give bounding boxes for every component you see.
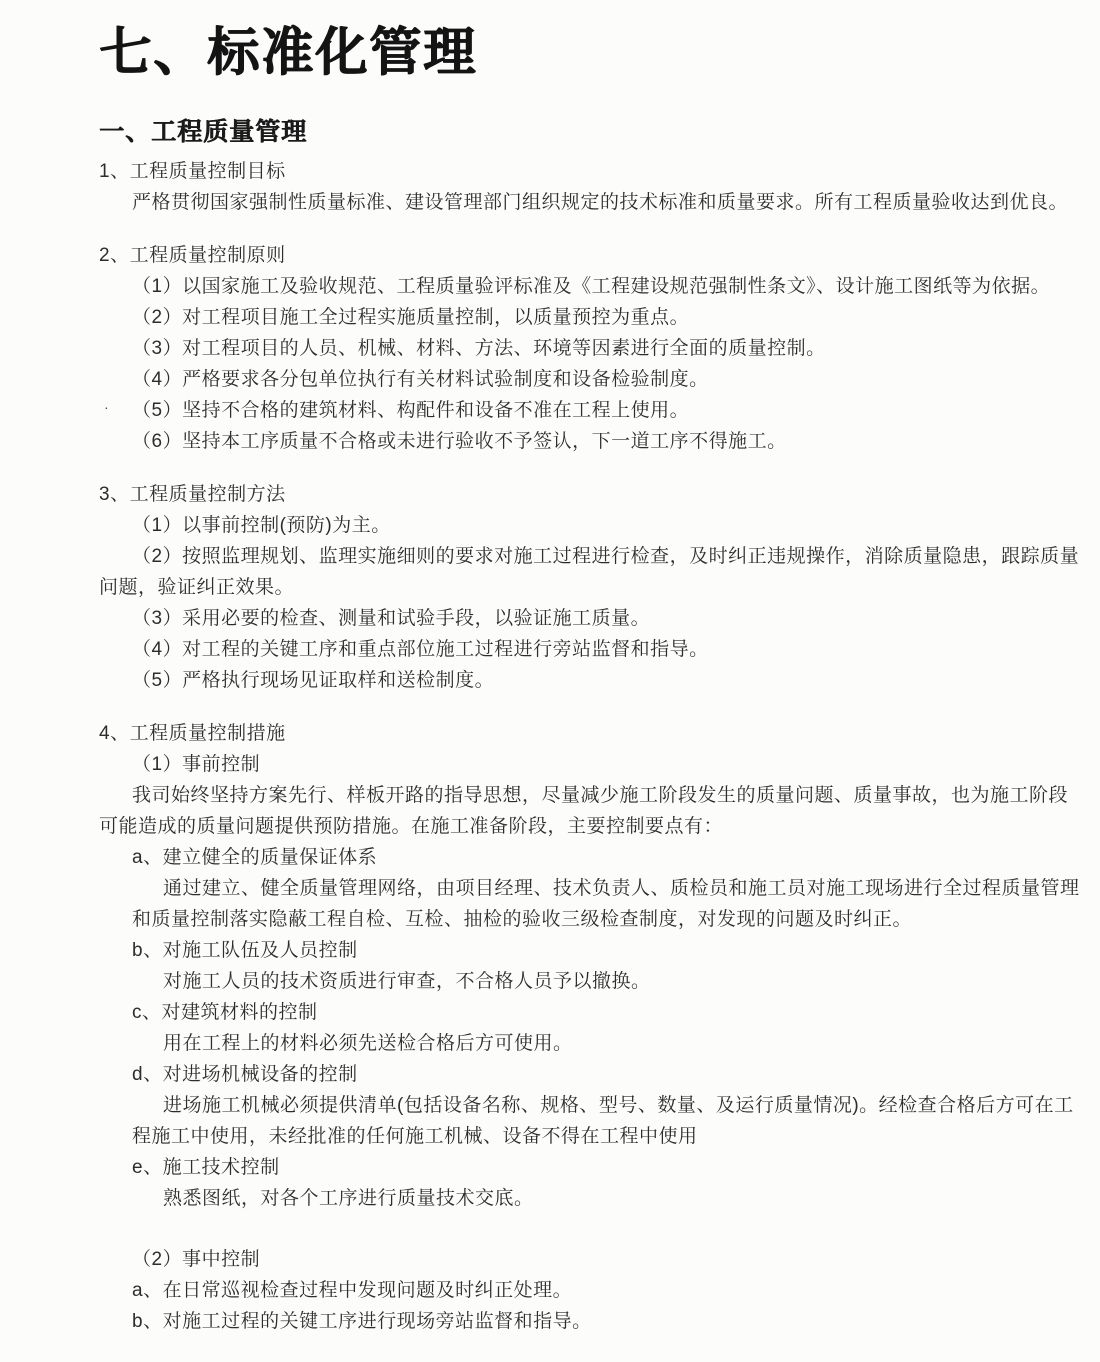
section-number-heading: 2、工程质量控制原则 <box>99 245 286 266</box>
text-line-content: （4）对工程的关键工序和重点部位施工过程进行旁站监督和指导。 <box>132 639 709 660</box>
text-line-content: e、施工技术控制 <box>132 1157 280 1178</box>
text-line-content: c、对建筑材料的控制 <box>132 1002 318 1023</box>
text-line-content: （6）坚持本工序质量不合格或未进行验收不予签认，下一道工序不得施工。 <box>132 431 787 452</box>
text-line-content: 对施工人员的技术资质进行审查，不合格人员予以撤换。 <box>163 971 651 992</box>
text-line-content: （4）严格要求各分包单位执行有关材料试验制度和设备检验制度。 <box>132 369 709 390</box>
text-line <box>99 665 1086 696</box>
text-line <box>99 541 1086 603</box>
text-line <box>132 1059 1086 1090</box>
text-line-content: （2）按照监理规划、监理实施细则的要求对施工过程进行检查，及时纠正违规操作，消除质量隐患，跟踪质量问题，验证纠正效果。 <box>99 546 1080 598</box>
text-line <box>99 333 1086 364</box>
text-line <box>99 395 1086 426</box>
text-line <box>132 997 1086 1028</box>
text-line <box>99 749 1086 780</box>
text-line <box>132 1183 1086 1214</box>
text-line-content: 熟悉图纸，对各个工序进行质量技术交底。 <box>163 1188 534 1209</box>
section-number-heading: 4、工程质量控制措施 <box>99 723 286 744</box>
section-number-heading: 3、工程质量控制方法 <box>99 484 286 505</box>
text-line <box>99 510 1086 541</box>
text-line-content: （1）以国家施工及验收规范、工程质量验评标准及《工程建设规范强制性条文》、设计施工图纸等为依据。 <box>132 276 1051 297</box>
text-line-content: b、对施工队伍及人员控制 <box>132 940 358 961</box>
text-line-content: 用在工程上的材料必须先送检合格后方可使用。 <box>163 1033 573 1054</box>
section-number-heading: 1、工程质量控制目标 <box>99 161 286 182</box>
text-line-content: （2）对工程项目施工全过程实施质量控制，以质量预控为重点。 <box>132 307 690 328</box>
text-line <box>99 302 1086 333</box>
text-line-content: （5）严格执行现场见证取样和送检制度。 <box>132 670 495 691</box>
text-line <box>99 187 1086 218</box>
document-section <box>99 156 1086 218</box>
text-line-content: （2）事中控制 <box>132 1249 261 1270</box>
text-line <box>132 966 1086 997</box>
text-line-content: （1）以事前控制(预防)为主。 <box>132 515 391 536</box>
text-line <box>132 873 1086 935</box>
text-line-content: d、对进场机械设备的控制 <box>132 1064 358 1085</box>
text-line <box>99 426 1086 457</box>
text-line <box>99 364 1086 395</box>
text-line <box>99 603 1086 634</box>
text-line <box>132 1306 1086 1337</box>
text-line-content: （1）事前控制 <box>132 754 261 775</box>
document-section <box>99 479 1086 696</box>
text-line <box>132 935 1086 966</box>
text-line-content: b、对施工过程的关键工序进行现场旁站监督和指导。 <box>132 1311 592 1332</box>
text-line <box>132 1275 1086 1306</box>
text-line-content: 通过建立、健全质量管理网络，由项目经理、技术负责人、质检员和施工员对施工现场进行全过程质量管理和质量控制落实隐蔽工程自检、互检、抽检的验收三级检查制度，对发现的问题及时纠正。 <box>132 878 1080 930</box>
text-line-content: a、在日常巡视检查过程中发现问题及时纠正处理。 <box>132 1280 573 1301</box>
page-title: 七、标准化管理 <box>99 24 478 82</box>
chapter-heading: 一、工程质量管理 <box>99 118 308 146</box>
text-line-content: （3）对工程项目的人员、机械、材料、方法、环境等因素进行全面的质量控制。 <box>132 338 826 359</box>
text-line-content: 进场施工机械必须提供清单(包括设备名称、规格、型号、数量、及运行质量情况)。经检查合格后方可在工程施工中使用，未经批准的任何施工机械、设备不得在工程中使用 <box>132 1095 1074 1147</box>
text-line <box>99 780 1086 842</box>
document-section <box>99 240 1086 457</box>
text-line-content: a、建立健全的质量保证体系 <box>132 847 378 868</box>
text-line <box>99 1244 1086 1275</box>
text-line <box>132 1152 1086 1183</box>
text-line-content: （5）坚持不合格的建筑材料、构配件和设备不准在工程上使用。 <box>132 400 690 421</box>
text-line-content: 严格贯彻国家强制性质量标准、建设管理部门组织规定的技术标准和质量要求。所有工程质量验收达到优良。 <box>132 192 1069 213</box>
document-body <box>99 156 1086 1337</box>
scan-artifact-dot: · <box>104 399 110 415</box>
text-line <box>99 271 1086 302</box>
document-section <box>99 718 1086 1337</box>
text-line <box>132 1028 1086 1059</box>
text-line <box>132 1090 1086 1152</box>
text-line-content: 我司始终坚持方案先行、样板开路的指导思想，尽量减少施工阶段发生的质量问题、质量事故，也为施工阶段可能造成的质量问题提供预防措施。在施工准备阶段，主要控制要点有： <box>99 785 1069 837</box>
text-line <box>132 842 1086 873</box>
text-line-content: （3）采用必要的检查、测量和试验手段，以验证施工质量。 <box>132 608 651 629</box>
text-line <box>99 634 1086 665</box>
